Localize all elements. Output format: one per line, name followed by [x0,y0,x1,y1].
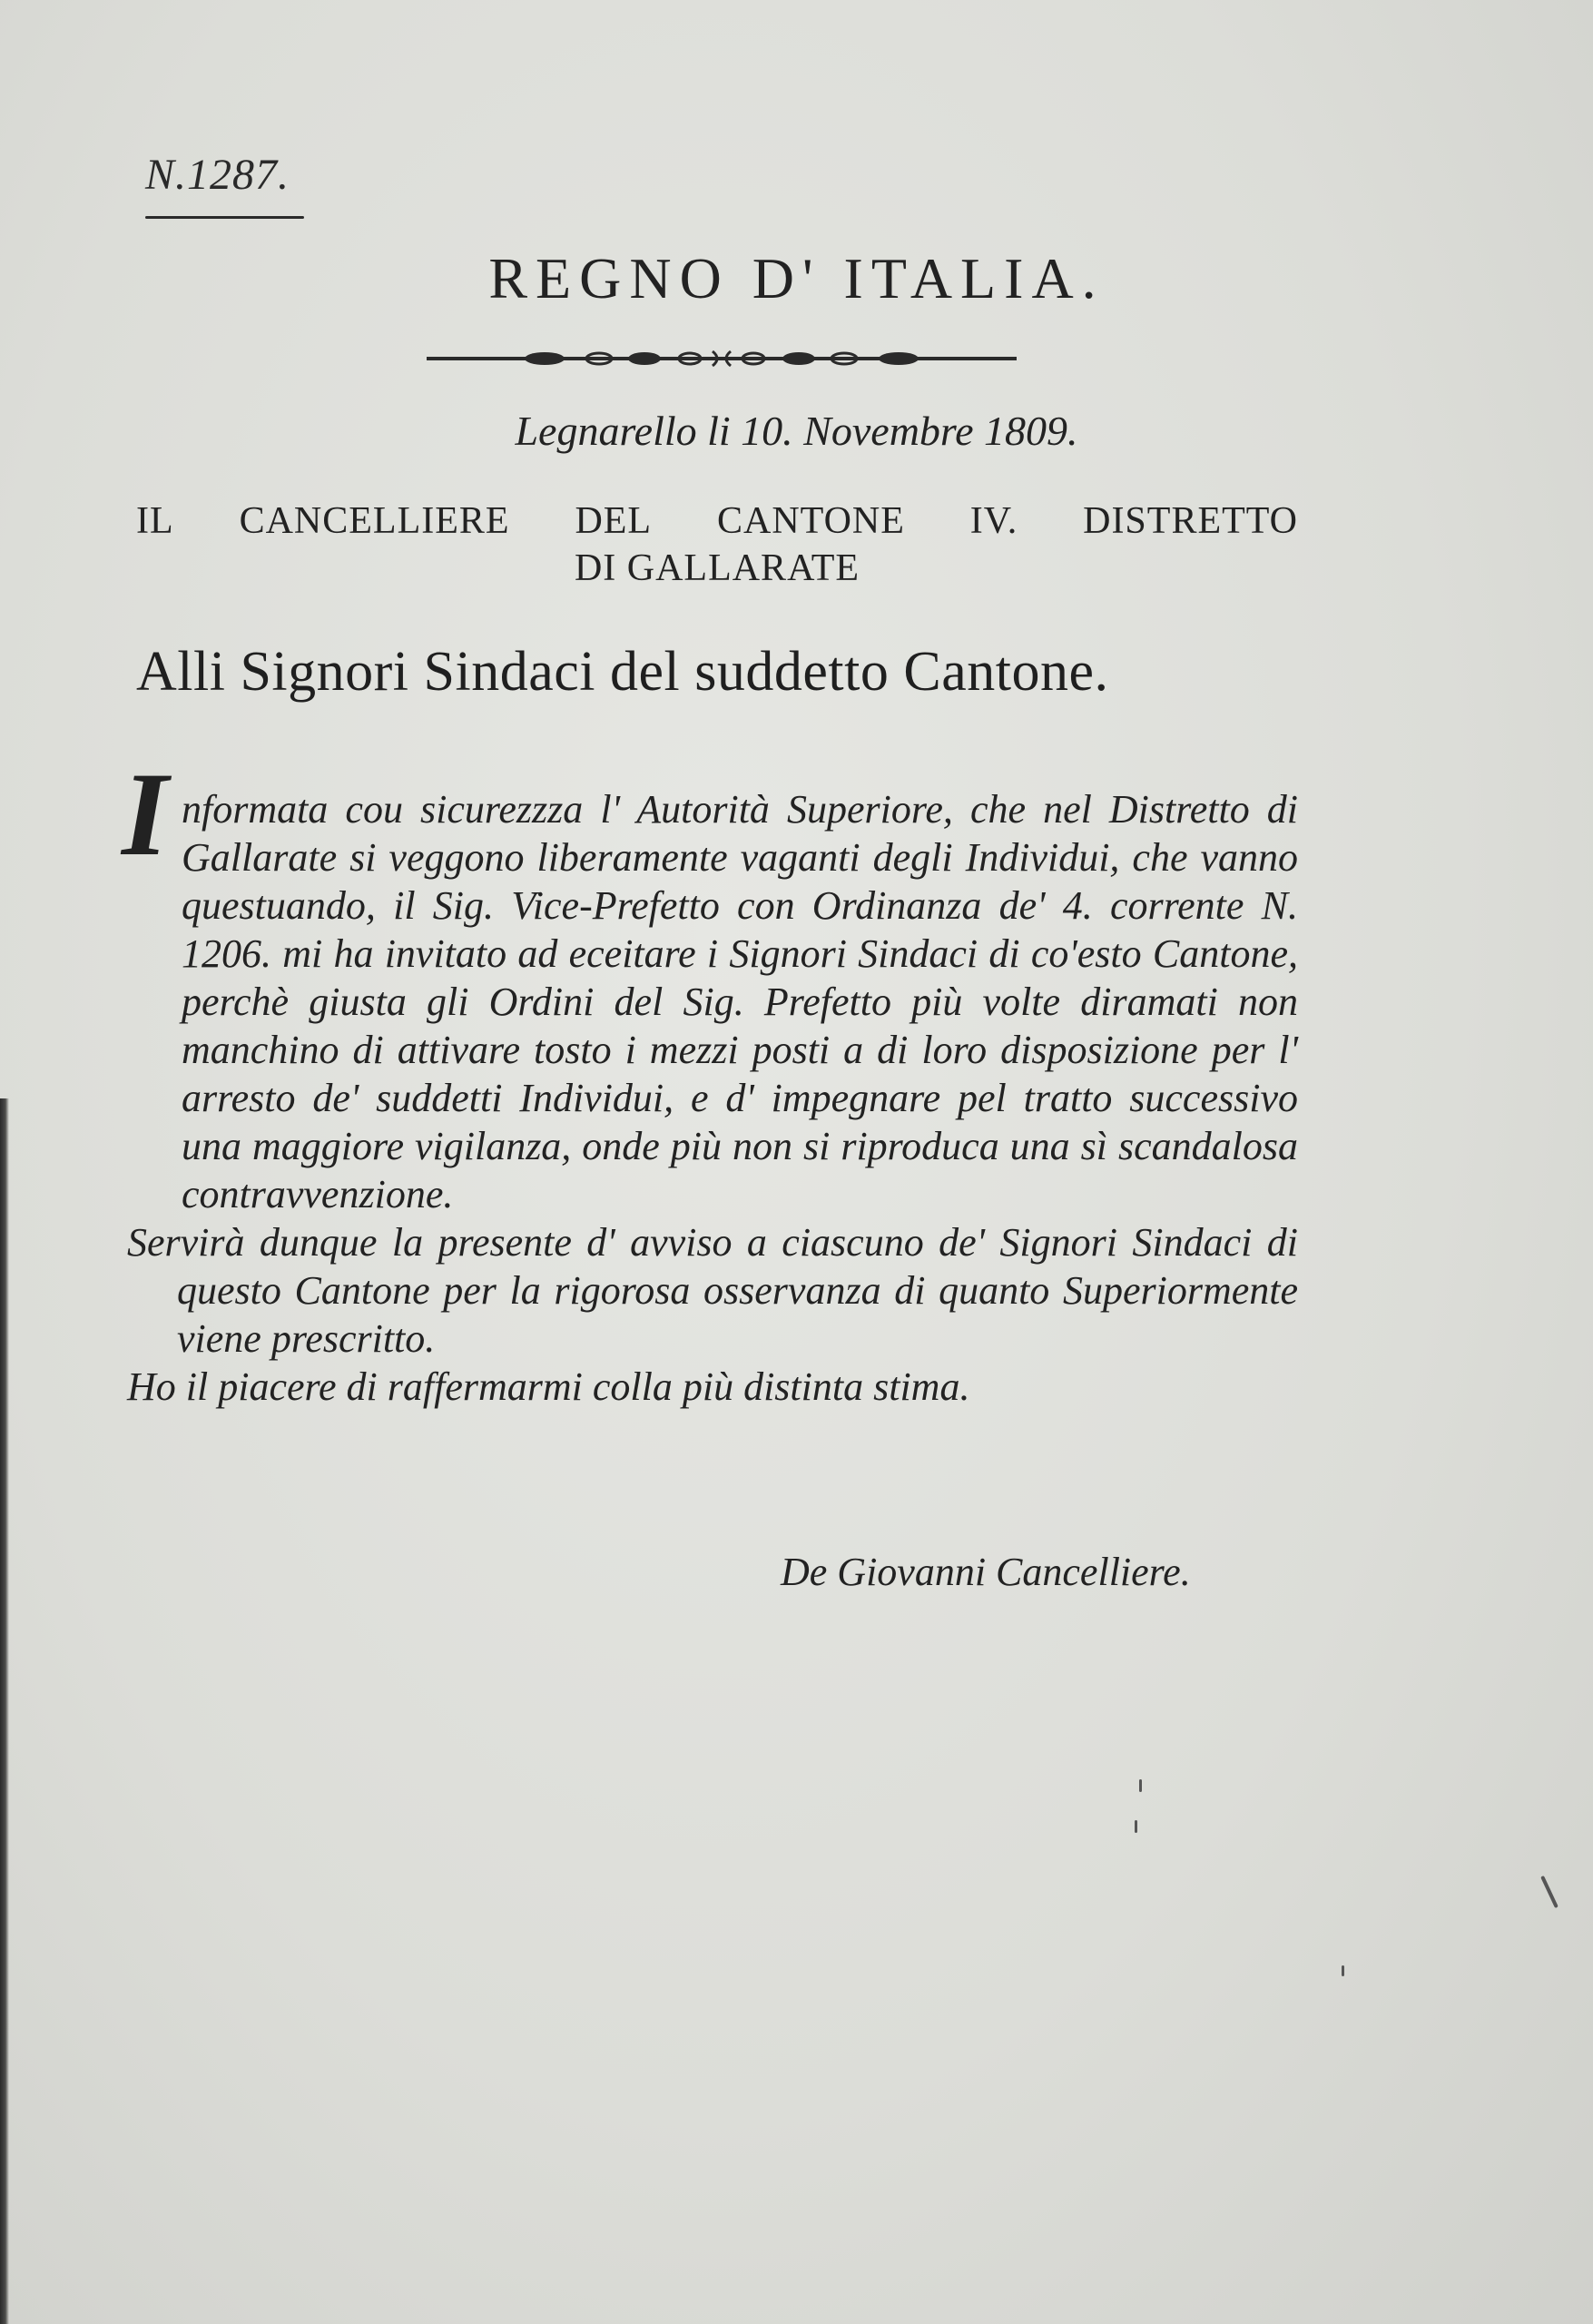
page-edge-shadow [0,1098,9,2324]
document-number: N.1287. [145,151,290,199]
chancellor-heading [136,497,1298,592]
letter-body [122,747,1298,1411]
heading-word: IV. [969,500,1018,542]
ornament-rule [427,348,1017,369]
paragraph-1-text: nformata cou sicurezzza l' Autorità Superiore, che nel Distretto di Gallarate si veggono liberamente vaganti degli Individui, che vanno questuando, il Sig. Vice-Prefetto con Ordinanza de' 4. corrente N. 1206. mi ha invitato ad eceitare i Signori Sindaci di co'esto Cantone, perchè giusta gli Ordini del Sig. Prefetto più volte diramati non manchino di attivare tosto i mezzi posti a di loro disposizione per l' arresto de' suddetti Individui, e d' impegnare pel tratto successivo una maggiore vigilanza, onde più non si riproduca una sì scandalosa contravvenzione. [182,787,1298,1216]
chancellor-heading-line2: DI GALLARATE [574,547,860,589]
heading-word: IL [136,500,174,542]
addressees-heading: Alli Signori Sindaci del suddetto Cantone. [136,641,1109,703]
paper-mark [1342,1965,1344,1976]
paragraph-2: Servirà dunque la presente d' avviso a ciascuno de' Signori Sindaci di questo Cantone per la rigorosa osservanza di quanto Superiormente viene prescritto. [127,1220,1298,1361]
kingdom-title: REGNO D' ITALIA. [488,246,1105,310]
heading-word: CANCELLIERE [239,500,510,542]
drop-cap-initial: I [122,747,169,881]
heading-word: CANTONE [717,500,905,542]
paper-mark [1139,1779,1142,1792]
chancellor-heading-line1 [136,497,1298,545]
paper-mark [1135,1820,1137,1833]
paragraph-1 [122,747,1298,1218]
document-number-underline [145,216,304,219]
signature-line: De Giovanni Cancelliere. [781,1550,1191,1594]
heading-word: DISTRETTO [1083,500,1298,542]
heading-word: DEL [575,500,653,542]
paragraph-3: Ho il piacere di raffermarmi colla più distinta stima. [127,1364,970,1409]
paper-mark [1540,1876,1559,1908]
place-and-date: Legnarello li 10. Novembre 1809. [515,408,1078,454]
